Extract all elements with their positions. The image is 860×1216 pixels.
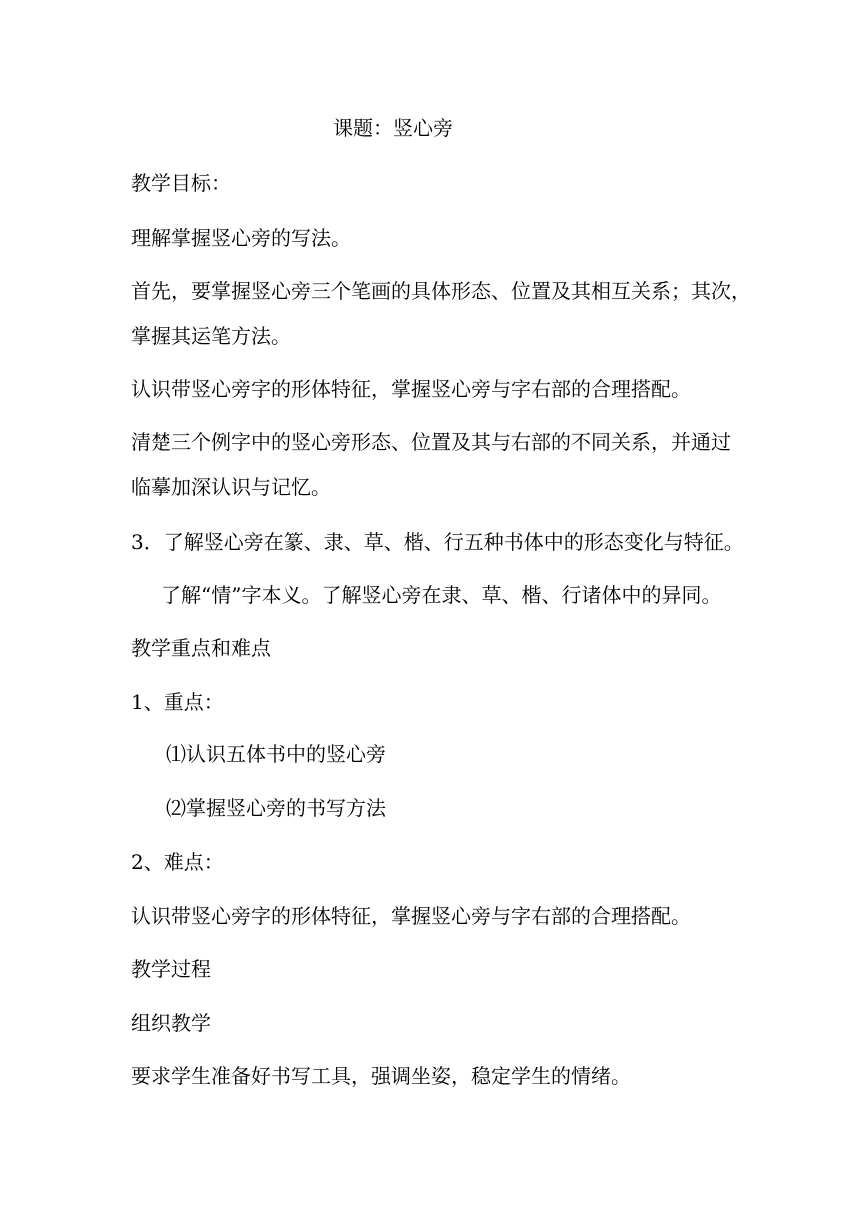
lesson-title: 课题：竖心旁 — [333, 116, 453, 140]
objective-2: 认识带竖心旁字的形体特征，掌握竖心旁与字右部的合理搭配。 — [131, 377, 691, 401]
key-point-label: 1、重点： — [131, 690, 224, 714]
objective-2-detail-line-1: 清楚三个例字中的竖心旁形态、位置及其与右部的不同关系，并通过 — [131, 430, 731, 454]
organize-heading: 组织教学 — [131, 1011, 211, 1035]
objective-1-detail-line-1: 首先，要掌握竖心旁三个笔画的具体形态、位置及其相互关系；其次， — [131, 279, 751, 303]
difficulty-text: 认识带竖心旁字的形体特征，掌握竖心旁与字右部的合理搭配。 — [131, 904, 691, 928]
objective-1-detail-line-2: 掌握其运笔方法。 — [131, 324, 291, 348]
objective-3: 3．了解竖心旁在篆、隶、草、楷、行五种书体中的形态变化与特征。 — [131, 530, 744, 554]
organize-text: 要求学生准备好书写工具，强调坐姿，稳定学生的情绪。 — [131, 1064, 631, 1088]
key-points-heading: 教学重点和难点 — [131, 636, 271, 660]
objective-2-detail-line-2: 临摹加深认识与记忆。 — [131, 475, 331, 499]
objective-3-detail: 了解“情”字本义。了解竖心旁在隶、草、楷、行诸体中的异同。 — [161, 583, 722, 607]
key-point-item-2: ⑵掌握竖心旁的书写方法 — [166, 796, 386, 820]
objective-1: 理解掌握竖心旁的写法。 — [131, 226, 351, 250]
difficulty-label: 2、难点： — [131, 850, 224, 874]
key-point-item-1: ⑴认识五体书中的竖心旁 — [166, 742, 386, 766]
objectives-heading: 教学目标： — [131, 171, 231, 195]
process-heading: 教学过程 — [131, 957, 211, 981]
